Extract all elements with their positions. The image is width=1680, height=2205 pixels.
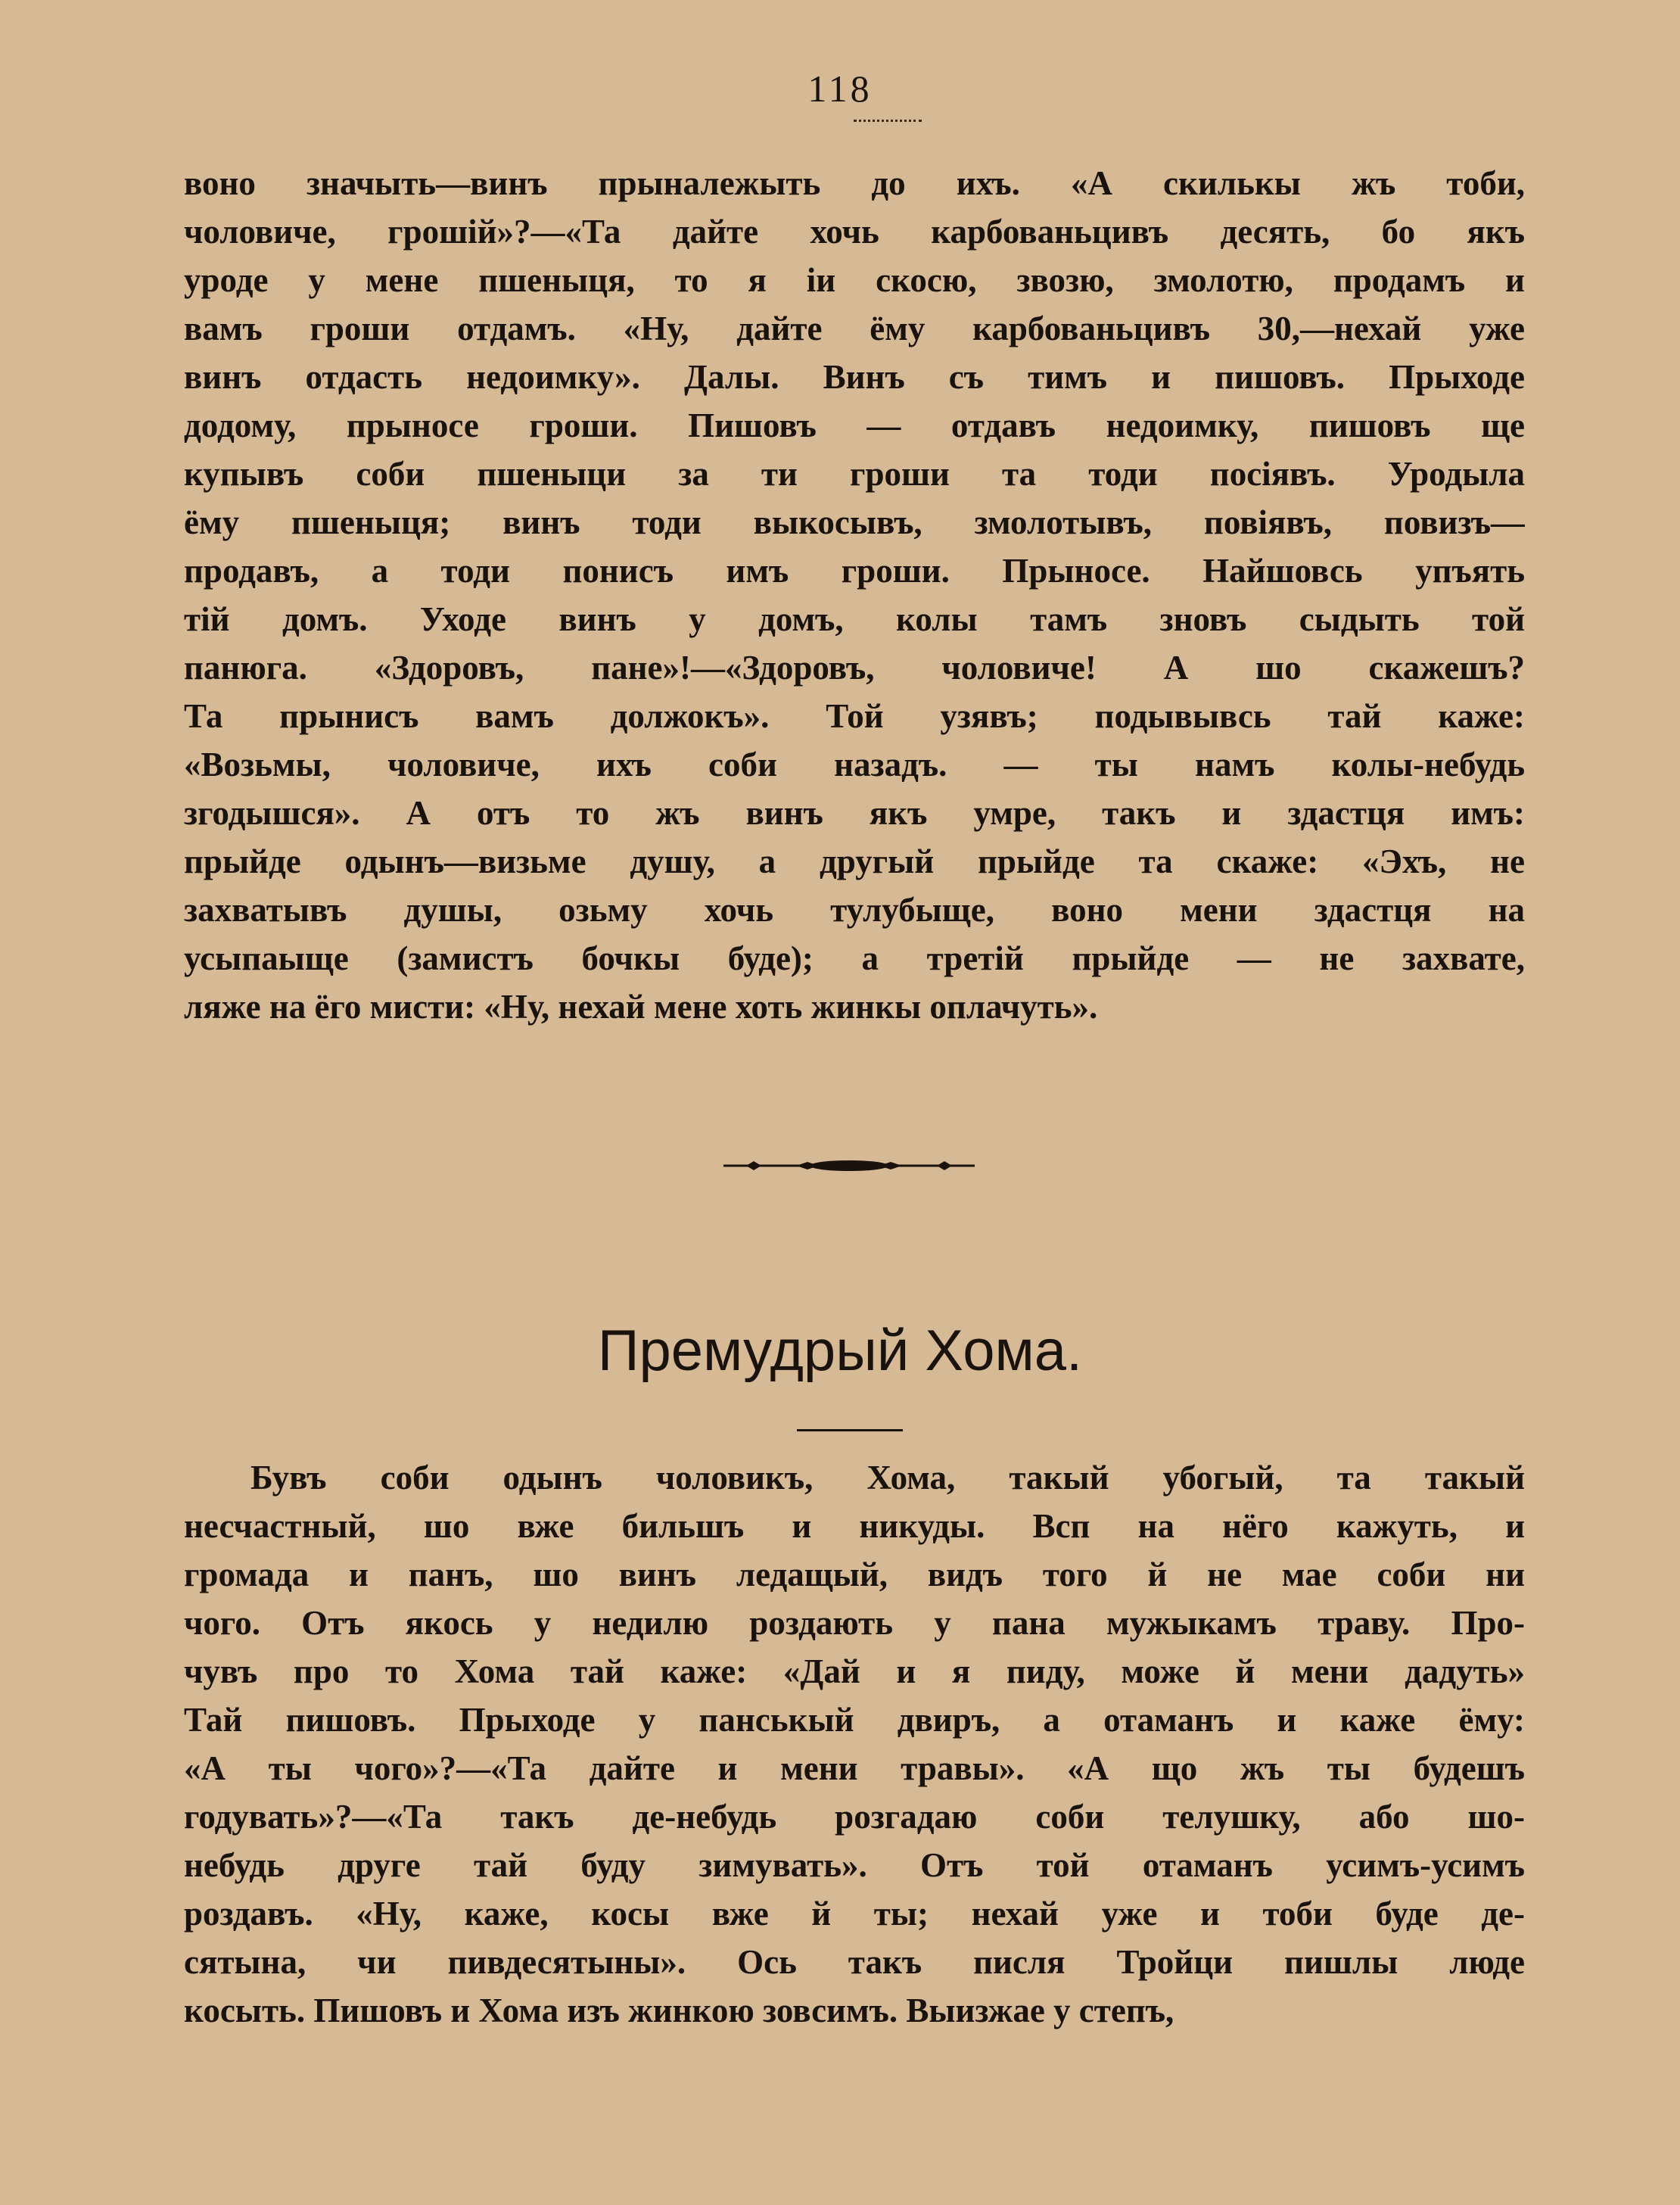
text-line: Та прынисъ вамъ должокъ». Той узявъ; подывывсь тай каже:	[184, 697, 1525, 735]
text-line: роздавъ. «Ну, каже, косы вже й ты; нехай уже и тоби буде де-	[184, 1895, 1525, 1932]
text-line: ляже на ёго мисти: «Ну, нехай мене хоть жинкы оплачуть».	[184, 988, 1098, 1026]
text-line: годувать»?—«Та такъ де-небудь розгадаю соби телушку, або шо-	[184, 1798, 1525, 1836]
text-line: ёму пшеныця; винъ тоди выкосывъ, змолотывъ, повіявъ, повизъ—	[184, 503, 1525, 541]
text-line: Бувъ соби одынъ чоловикъ, Хома, такый убогый, та такый	[250, 1459, 1525, 1496]
ornament-divider	[720, 1154, 978, 1177]
text-line: чоловиче, грошій»?—«Та дайте хочь карбованьцивъ десять, бо якъ	[184, 213, 1525, 251]
text-line: продавъ, а тоди понисъ имъ гроши. Прыносе. Найшовсь упъять	[184, 552, 1525, 590]
text-line: винъ отдасть недоимку». Далы. Винъ съ тимъ и пишовъ. Прыходе	[184, 358, 1525, 396]
text-line: косыть. Пишовъ и Хома изъ жинкою зовсимъ. Выизжае у степъ,	[184, 1992, 1174, 2029]
text-line: уроде у мене пшеныця, то я іи скосю, звозю, змолотю, продамъ и	[184, 261, 1525, 299]
text-line: воно значыть—винъ прыналежыть до ихъ. «А скилькы жъ тоби,	[184, 164, 1525, 202]
story-title: Премудрый Хома.	[597, 1319, 1083, 1383]
text-line: Тай пишовъ. Прыходе у панськый двиръ, а отаманъ и каже ёму:	[184, 1701, 1525, 1739]
text-line: громада и панъ, шо винъ ледащый, видъ того й не мае соби ни	[184, 1556, 1525, 1593]
page-number-underline	[854, 120, 922, 122]
text-line: «А ты чого»?—«Та дайте и мени травы». «А що жъ ты будешъ	[184, 1749, 1525, 1787]
text-line: купывъ соби пшеныци за ти гроши та тоди посіявъ. Уродыла	[184, 455, 1525, 493]
text-line: чого. Отъ якось у недилю роздають у пана мужыкамъ траву. Про-	[184, 1604, 1525, 1642]
text-line: сятына, чи пивдесятыны». Ось такъ писля Тройци пишлы люде	[184, 1943, 1525, 1981]
text-line: згодышся». А отъ то жъ винъ якъ умре, такъ и здастця имъ:	[184, 794, 1525, 832]
text-line: тій домъ. Уходе винъ у домъ, колы тамъ зновъ сыдыть той	[184, 600, 1525, 638]
text-line: небудь друге тай буду зимувать». Отъ той отаманъ усимъ-усимъ	[184, 1846, 1525, 1884]
text-line: вамъ гроши отдамъ. «Ну, дайте ёму карбованьцивъ 30,—нехай уже	[184, 310, 1525, 347]
story-body-text	[184, 1453, 1525, 2035]
story-continuation-text	[184, 159, 1525, 1031]
text-line: панюга. «Здоровъ, пане»!—«Здоровъ, чоловиче! А шо скажешъ?	[184, 649, 1525, 687]
text-line: додому, прыносе гроши. Пишовъ — отдавъ недоимку, пишовъ ще	[184, 406, 1525, 444]
text-line: чувъ про то Хома тай каже: «Дай и я пиду, може й мени дадуть»	[184, 1652, 1525, 1690]
page-number: 118	[807, 67, 873, 110]
text-line: несчастный, шо вже бильшъ и никуды. Всп на нёго кажуть, и	[184, 1507, 1525, 1545]
text-line: захватывъ душы, озьму хочь тулубыще, воно мени здастця на	[184, 891, 1525, 929]
text-line: усыпаыще (замистъ бочкы буде); а третій прыйде — не захвате,	[184, 939, 1525, 977]
text-line: прыйде одынъ—визьме душу, а другый прыйде та скаже: «Эхъ, не	[184, 842, 1525, 880]
title-rule	[797, 1429, 903, 1431]
text-line: «Возьмы, чоловиче, ихъ соби назадъ. — ты намъ колы-небудь	[184, 746, 1525, 783]
